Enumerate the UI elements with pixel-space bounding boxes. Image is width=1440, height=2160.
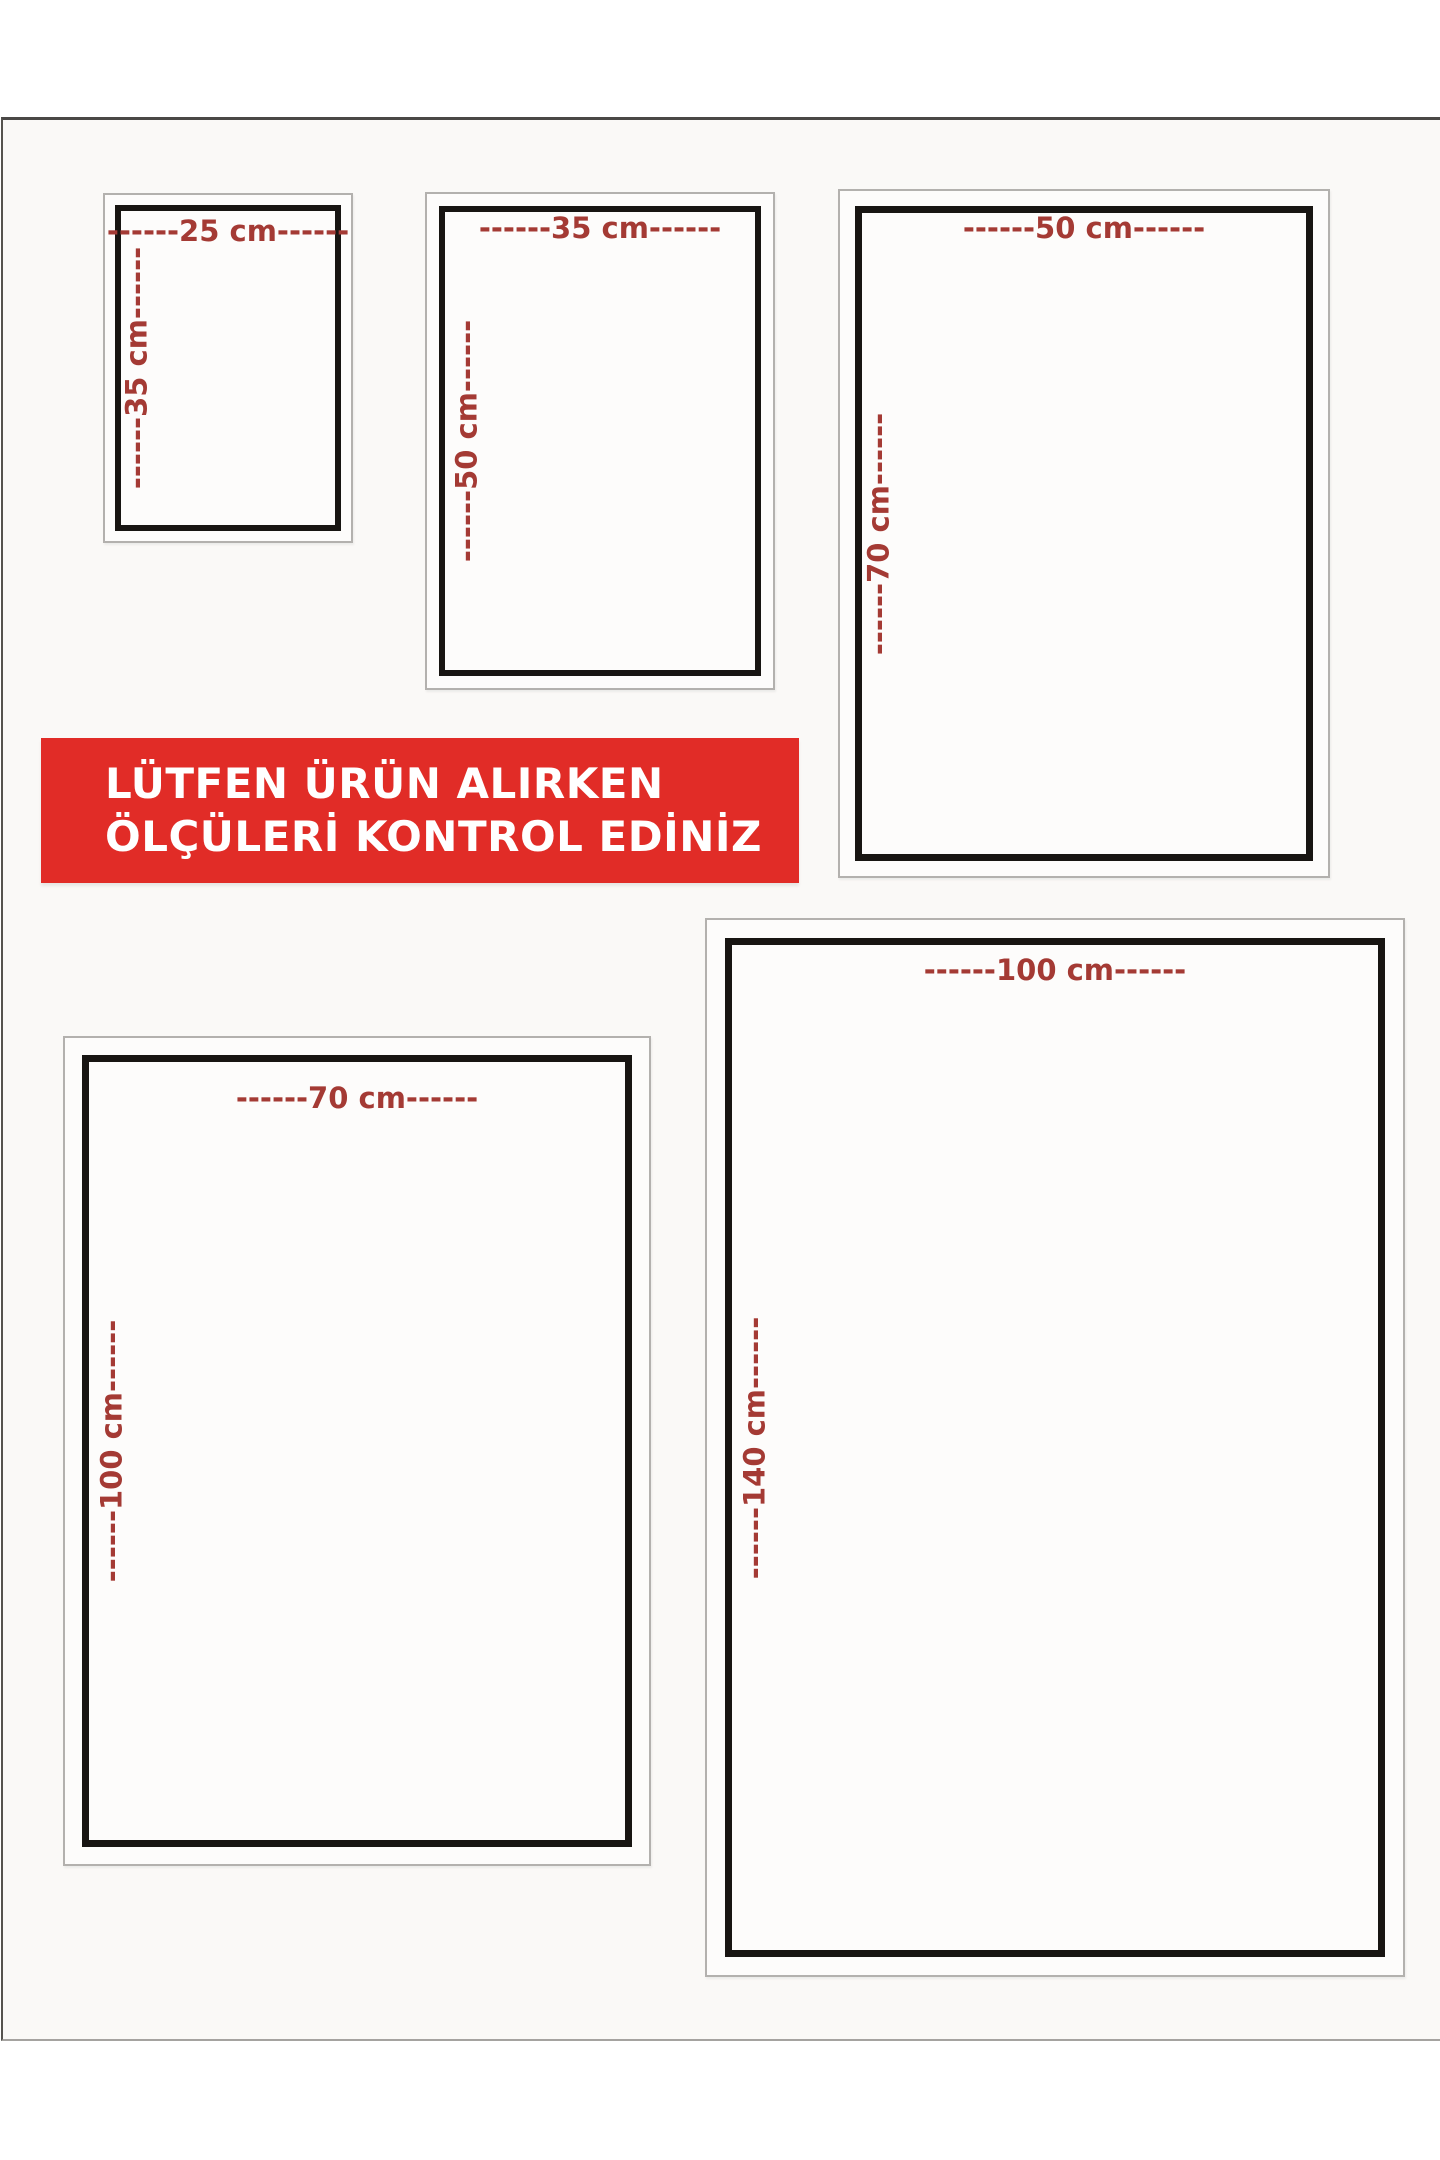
size-diagram-50x70	[838, 189, 1330, 878]
size-diagram-100x140	[705, 918, 1405, 1977]
height-label-50cm: ------50 cm------	[449, 319, 484, 563]
size-frame-100x140	[725, 938, 1385, 1957]
size-frame-70x100	[82, 1055, 632, 1847]
height-label-35cm: ------35 cm------	[119, 246, 154, 490]
size-frame-50x70	[855, 206, 1313, 861]
width-label-50cm: ------50 cm------	[962, 211, 1206, 245]
size-diagram-25x35	[103, 193, 353, 543]
width-label-70cm: ------70 cm------	[235, 1081, 479, 1115]
size-diagram-70x100	[63, 1036, 651, 1866]
warning-banner-line-2: ÖLÇÜLERİ KONTROL EDİNİZ	[105, 811, 762, 861]
height-label-140cm: ------140 cm------	[737, 1316, 772, 1579]
width-label-25cm: ------25 cm------	[106, 214, 350, 248]
width-label-35cm: ------35 cm------	[478, 211, 722, 245]
height-label-100cm: ------100 cm------	[94, 1319, 129, 1583]
size-diagram-35x50	[425, 192, 775, 690]
warning-banner	[41, 738, 799, 883]
warning-banner-line-1: LÜTFEN ÜRÜN ALIRKEN	[105, 759, 664, 808]
width-label-100cm: ------100 cm------	[923, 953, 1187, 987]
height-label-70cm: ------70 cm------	[861, 412, 896, 655]
size-frame-35x50	[439, 206, 761, 676]
